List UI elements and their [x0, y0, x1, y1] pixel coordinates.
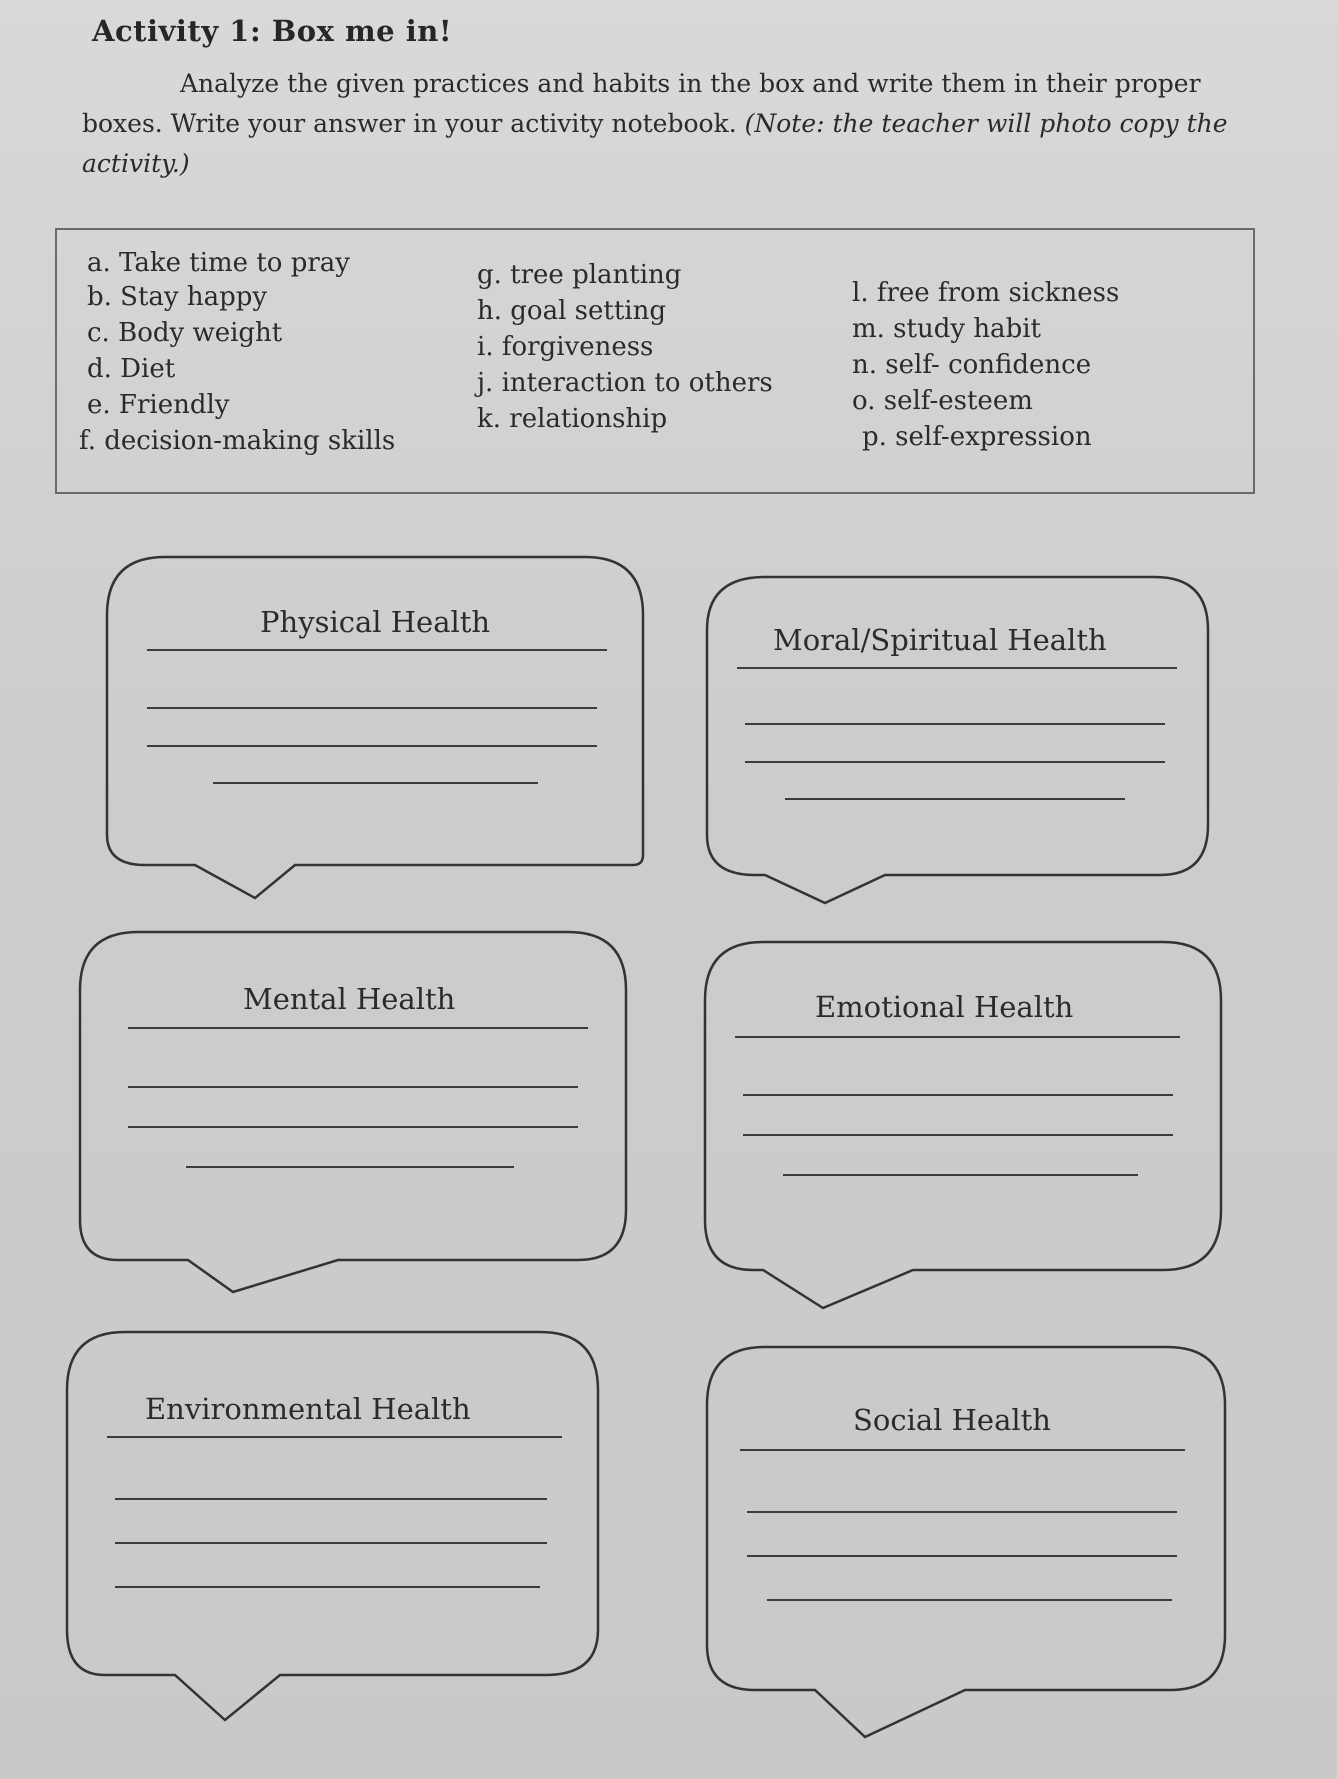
answer-line	[186, 1166, 514, 1168]
answer-line	[743, 1094, 1173, 1096]
choice-h: h. goal setting	[477, 296, 666, 326]
instructions-text: Analyze the given practices and habits in the box and write them in their proper boxes. Write your answer in your activity notebook.	[82, 69, 1201, 138]
mental-health-title: Mental Health	[243, 982, 456, 1016]
activity-instructions	[82, 64, 1252, 184]
title-underline	[147, 649, 607, 651]
social-health-title: Social Health	[853, 1403, 1051, 1437]
choice-i: i. forgiveness	[477, 332, 654, 362]
social-health-box	[705, 1345, 1227, 1745]
physical-health-title: Physical Health	[260, 605, 491, 639]
choice-n: n. self- confidence	[852, 350, 1092, 380]
environmental-health-title: Environmental Health	[145, 1392, 471, 1426]
answer-line	[783, 1174, 1138, 1176]
answer-line	[128, 1086, 578, 1088]
environmental-health-bubble-shape	[65, 1330, 600, 1730]
choice-d: d. Diet	[87, 354, 176, 384]
choice-e: e. Friendly	[87, 390, 230, 420]
answer-line	[147, 745, 597, 747]
choice-o: o. self-esteem	[852, 386, 1033, 416]
instructions-note: (Note: the teacher will photo copy the activity.)	[82, 109, 1228, 178]
choice-f: f. decision-making skills	[79, 426, 396, 456]
answer-line	[115, 1586, 540, 1588]
answer-line	[767, 1599, 1172, 1601]
answer-line	[745, 761, 1165, 763]
answer-line	[785, 798, 1125, 800]
answer-line	[747, 1555, 1177, 1557]
title-underline	[107, 1436, 562, 1438]
answer-line	[147, 707, 597, 709]
moral-spiritual-health-box	[705, 575, 1210, 905]
choices-box	[55, 228, 1255, 494]
activity-title: Activity 1: Box me in!	[92, 14, 453, 48]
moral-spiritual-health-title: Moral/Spiritual Health	[773, 623, 1107, 657]
choice-c: c. Body weight	[87, 318, 283, 348]
title-underline	[740, 1449, 1185, 1451]
choice-k: k. relationship	[477, 404, 668, 434]
environmental-health-box	[65, 1330, 600, 1730]
choice-b: b. Stay happy	[87, 282, 268, 312]
answer-line	[743, 1134, 1173, 1136]
choice-g: g. tree planting	[477, 260, 682, 290]
choice-l: l. free from sickness	[852, 278, 1120, 308]
answer-line	[747, 1511, 1177, 1513]
choice-m: m. study habit	[852, 314, 1041, 344]
mental-health-box	[78, 930, 628, 1295]
answer-line	[115, 1542, 547, 1544]
answer-line	[745, 723, 1165, 725]
title-underline	[737, 667, 1177, 669]
answer-line	[115, 1498, 547, 1500]
title-underline	[128, 1027, 588, 1029]
answer-line	[128, 1126, 578, 1128]
choice-j: j. interaction to others	[477, 368, 773, 398]
physical-health-box	[105, 555, 645, 905]
emotional-health-title: Emotional Health	[815, 990, 1074, 1024]
choice-p: p. self-expression	[862, 422, 1092, 452]
emotional-health-box	[703, 940, 1223, 1310]
answer-line	[213, 782, 538, 784]
choice-a: a. Take time to pray	[87, 248, 350, 278]
title-underline	[735, 1036, 1180, 1038]
